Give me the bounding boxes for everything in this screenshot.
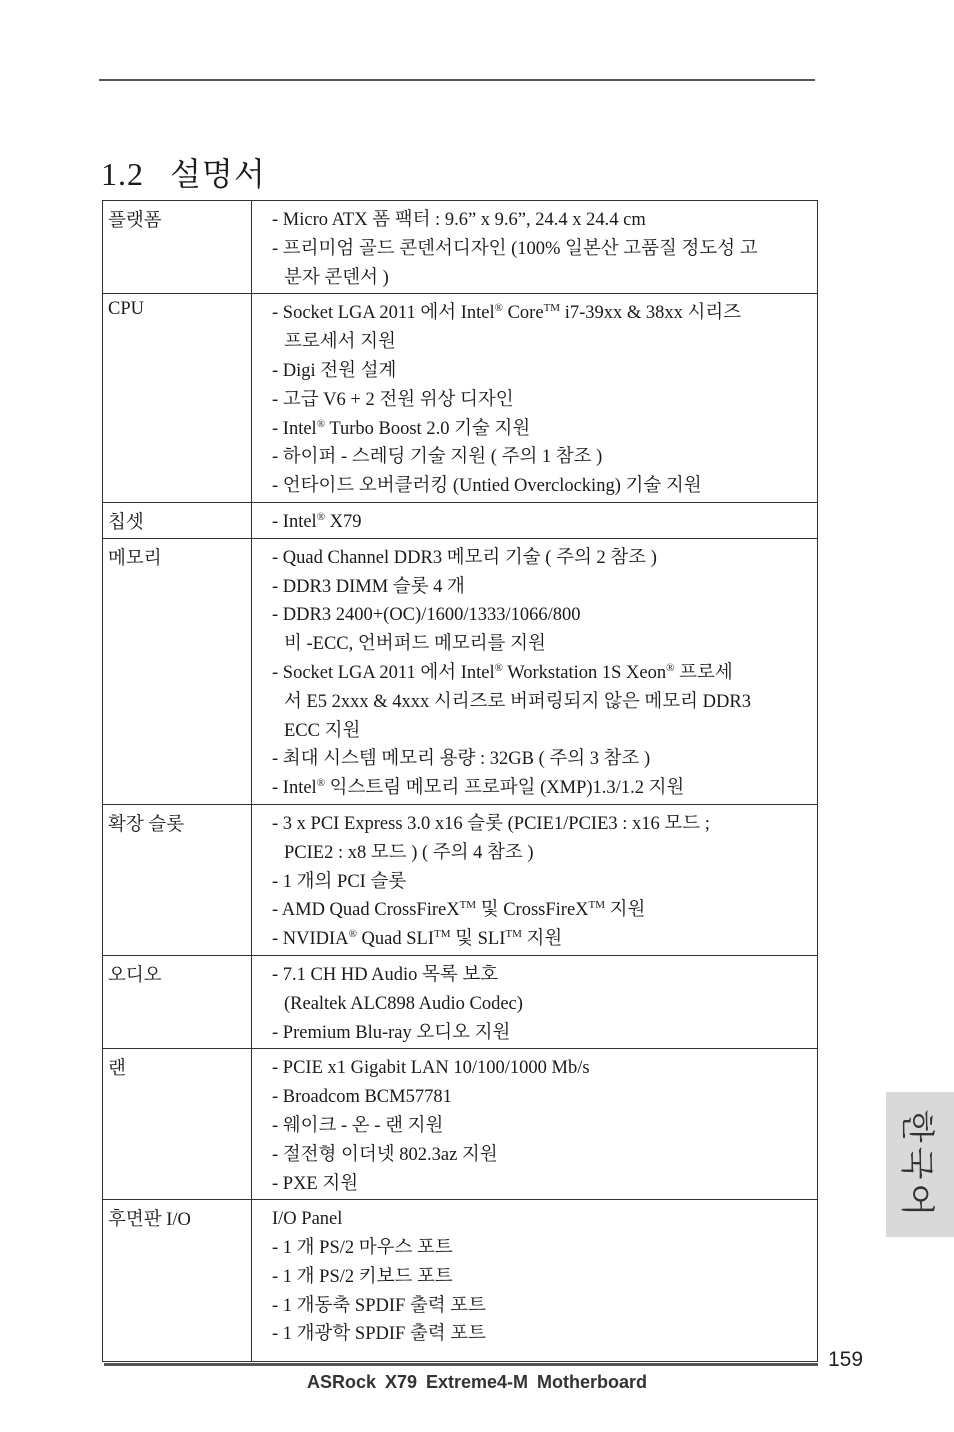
spec-line: - Intel® X79 [272, 510, 362, 532]
spec-row [103, 538, 818, 804]
bottom-rule [104, 1363, 818, 1366]
specification-table-body [103, 201, 818, 1362]
spec-line: - 1 개 PS/2 키보드 포트 [272, 1266, 453, 1287]
spec-row [103, 955, 818, 1048]
spec-content [252, 1049, 818, 1200]
spec-content [252, 502, 818, 538]
spec-line: - 3 x PCI Express 3.0 x16 슬롯 (PCIE1/PCIE3 : x16 모드 ; [272, 813, 710, 834]
spec-line: 서 E5 2xxx & 4xxx 시리즈로 버퍼링되지 않은 메모리 DDR3 [284, 691, 751, 712]
spec-row [103, 201, 818, 294]
spec-row [103, 294, 818, 503]
spec-line: - 절전형 이더넷 802.3az 지원 [272, 1144, 498, 1165]
spec-line: - 1 개광학 SPDIF 출력 포트 [272, 1324, 487, 1345]
spec-content [252, 294, 818, 503]
spec-label: 확장 슬롯 [103, 804, 252, 955]
spec-label: 플랫폼 [103, 201, 252, 294]
spec-line: I/O Panel [272, 1209, 343, 1230]
spec-line: - 1 개 PS/2 마우스 포트 [272, 1238, 453, 1259]
spec-label: 오디오 [103, 955, 252, 1048]
spec-label: CPU [103, 294, 252, 503]
spec-label: 후면판 I/O [103, 1200, 252, 1362]
spec-line: - Micro ATX 폼 팩터 : 9.6” x 9.6”, 24.4 x 24.4 cm [272, 210, 646, 230]
spec-content [252, 1200, 818, 1362]
spec-line: - PXE 지원 [272, 1173, 359, 1194]
spec-line: - Intel® 익스트림 메모리 프로파일 (XMP)1.3/1.2 지원 [272, 777, 685, 799]
spec-label: 랜 [103, 1049, 252, 1200]
spec-line: - 최대 시스템 메모리 용량 : 32GB ( 주의 3 참조 ) [272, 749, 651, 770]
spec-line: - Broadcom BCM57781 [272, 1087, 452, 1108]
spec-line: - Socket LGA 2011 에서 Intel® Core™ i7-39xx & 38xx 시리즈 [272, 302, 742, 324]
language-tab [886, 1092, 954, 1237]
spec-line: 프로세서 지원 [284, 332, 396, 353]
spec-line: - AMD Quad CrossFireX™ 및 CrossFireX™ 지원 [272, 899, 646, 921]
spec-line: - 7.1 CH HD Audio 목록 보호 [272, 964, 499, 985]
spec-line: - PCIE x1 Gigabit LAN 10/100/1000 Mb/s [272, 1058, 590, 1079]
spec-line: - 언타이드 오버클러킹 (Untied Overclocking) 기술 지원 [272, 476, 702, 497]
spec-label: 칩셋 [103, 502, 252, 538]
spec-line: - 1 개동축 SPDIF 출력 포트 [272, 1295, 487, 1316]
spec-line: PCIE2 : x8 모드 ) ( 주의 4 참조 ) [284, 842, 534, 863]
spec-row [103, 1049, 818, 1200]
spec-line: - 1 개의 PCI 슬롯 [272, 871, 407, 892]
spec-row [103, 502, 818, 538]
footer-product-name: ASRock X79 Extreme4-M Motherboard [306, 1372, 648, 1392]
spec-line: - Quad Channel DDR3 메모리 기술 ( 주의 2 참조 ) [272, 547, 657, 568]
spec-line: - 하이퍼 - 스레딩 기술 지원 ( 주의 1 참조 ) [272, 447, 603, 468]
spec-label: 메모리 [103, 538, 252, 804]
page-number: 159 [828, 1348, 864, 1371]
spec-line: - DDR3 DIMM 슬롯 4 개 [272, 576, 465, 597]
spec-line: - DDR3 2400+(OC)/1600/1333/1066/800 [272, 605, 581, 626]
spec-line: - Premium Blu-ray 오디오 지원 [272, 1022, 511, 1043]
language-tab-label: 한국어 [896, 1109, 937, 1220]
section-heading [101, 149, 266, 195]
spec-line: ECC 지원 [284, 720, 361, 741]
spec-line: - 고급 V6 + 2 전원 위상 디자인 [272, 389, 514, 410]
spec-line: (Realtek ALC898 Audio Codec) [284, 993, 523, 1014]
spec-line: 분자 콘덴서 ) [284, 267, 389, 288]
section-title: 설명서 [170, 156, 266, 193]
spec-content [252, 201, 818, 294]
section-number: 1.2 [101, 156, 144, 193]
spec-line: - Digi 전원 설계 [272, 360, 397, 381]
spec-line: - 웨이크 - 온 - 랜 지원 [272, 1115, 444, 1136]
spec-content [252, 804, 818, 955]
spec-row [103, 804, 818, 955]
spec-line: - Intel® Turbo Boost 2.0 기술 지원 [272, 417, 531, 439]
spec-content [252, 955, 818, 1048]
spec-line: - NVIDIA® Quad SLI™ 및 SLI™ 지원 [272, 928, 563, 950]
top-rule [99, 79, 815, 81]
spec-content [252, 538, 818, 804]
spec-line: - 프리미엄 골드 콘덴서디자인 (100% 일본산 고품질 정도성 고 [272, 238, 758, 259]
spec-line: 비 -ECC, 언버퍼드 메모리를 지원 [284, 634, 546, 655]
specification-table [102, 200, 818, 1362]
spec-line: - Socket LGA 2011 에서 Intel® Workstation 1S Xeon® 프로세 [272, 661, 733, 683]
spec-row [103, 1200, 818, 1362]
